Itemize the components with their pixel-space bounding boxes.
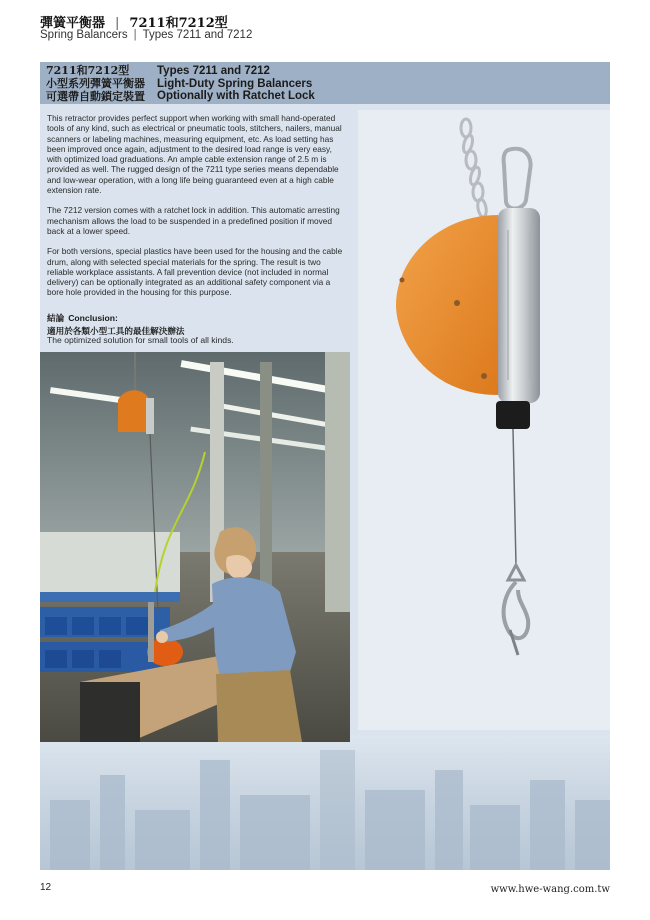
header-separator: | xyxy=(115,16,120,31)
header-zh-types: 7211和7212型 xyxy=(129,16,228,31)
spring-balancer-illustration xyxy=(358,110,610,730)
header-en-separator: | xyxy=(133,29,137,41)
title-en-line: Types 7211 and 7212 xyxy=(157,65,270,77)
title-zh-line: 可選帶自動鎖定裝置 xyxy=(46,90,145,103)
workshop-photo xyxy=(40,352,350,742)
page-number: 12 xyxy=(40,882,52,893)
header-en-category: Spring Balancers xyxy=(40,29,128,41)
conclusion-label-zh: 結論 xyxy=(47,314,65,324)
body-text xyxy=(47,113,345,308)
title-en-line: Optionally with Ratchet Lock xyxy=(157,90,315,102)
body-paragraph: This retractor provides perfect support when working with small hand-operated tools of any kind, such as electrical or pneumatic tools, stitchers, nailers, manual scanners or labeling machines, measuring equipment, etc. As load setting has been improved once again, adjustment to the desired load range is very easy, with optimized load graduations. An ample cable extension range of 2.5 m is provided as well. The rugged design of the 7211 type series means dependable and low-wear operation, with a long life being guaranteed even at a high cable extension rate. xyxy=(47,113,342,196)
title-zh-line: 7211和7212型 xyxy=(46,64,130,77)
header-zh-category: 彈簧平衡器 xyxy=(40,16,106,31)
header-en-types: Types 7211 and 7212 xyxy=(142,29,253,41)
workshop-photo-illustration xyxy=(40,352,350,742)
title-zh xyxy=(46,64,145,103)
title-zh-line: 小型系列彈簧平衡器 xyxy=(46,77,145,90)
body-paragraph: The 7212 version comes with a ratchet lock in addition. This automatic arresting mechanism allows the load to be suspended in a predefined position if moved back at a lower speed. xyxy=(47,205,340,236)
website-url[interactable]: www.hwe-wang.com.tw xyxy=(490,884,610,895)
conclusion-label-en: Conclusion: xyxy=(68,313,118,323)
title-en-line: Light-Duty Spring Balancers xyxy=(157,77,313,90)
conclusion-text-zh: 適用於各類小型工具的最佳解決辦法 xyxy=(47,327,185,337)
city-background xyxy=(40,735,610,870)
body-paragraph: For both versions, special plastics have been used for the housing and the cable drum, along with selected special materials for the spring. The result is two reliable workplace assistants. A fall prevention device (not included in normal delivery) can be optionally integrated as an additional safety component via a bore hole provided in the housing for this purpose. xyxy=(47,246,343,298)
conclusion-text-en: The optimized solution for small tools of all kinds. xyxy=(47,335,234,345)
product-image xyxy=(358,110,610,730)
header-en xyxy=(40,29,252,41)
conclusion-label xyxy=(47,312,118,324)
title-en xyxy=(157,65,315,103)
